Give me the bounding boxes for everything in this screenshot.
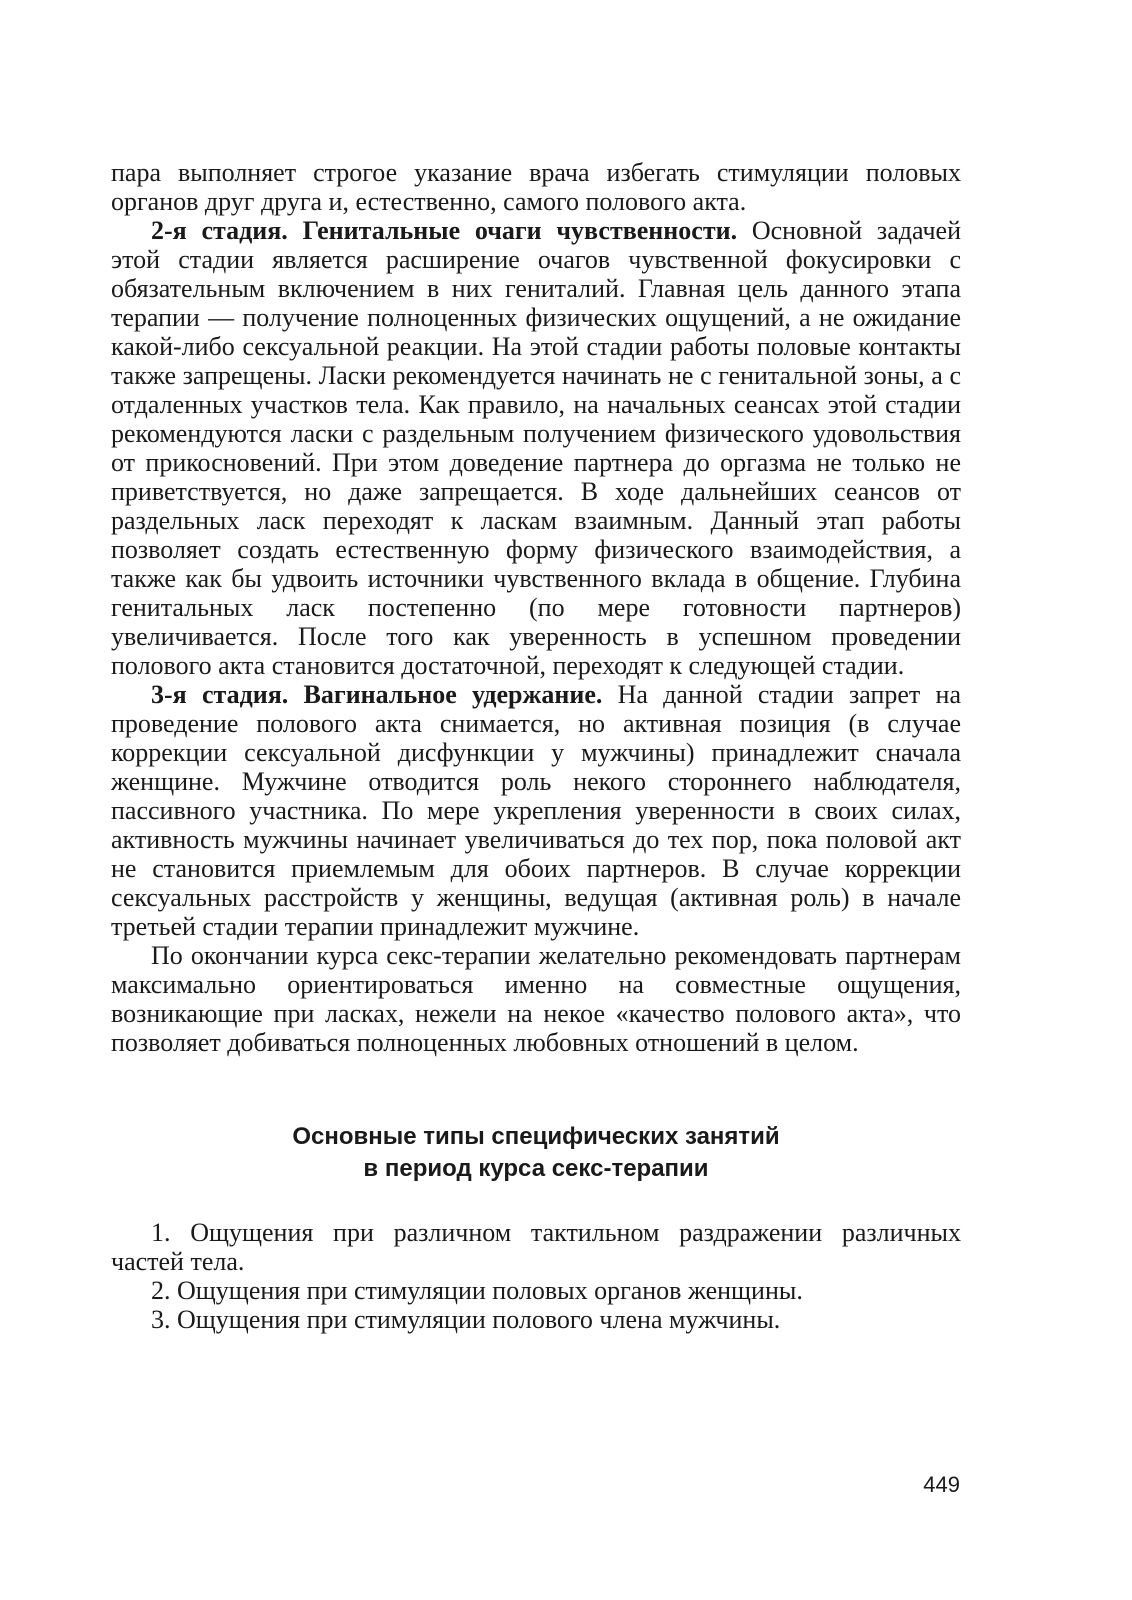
- list-item: 1. Ощущения при различном тактильном раздражении различных частей тела.: [111, 1218, 961, 1276]
- stage2-paragraph: [111, 216, 961, 680]
- page-content: [111, 158, 961, 1334]
- continuation-paragraph: пара выполняет строгое указание врача избегать стимуляции половых органов друг друга и, естественно, самого полового акта.: [111, 158, 961, 216]
- conclusion-paragraph: По окончании курса секс-терапии желательно рекомендовать партнерам максимально ориентироваться именно на совместные ощущения, возникающие при ласках, нежели на некое «качество полового акта», что позволяет добиваться полноценных любовных отношений в целом.: [111, 941, 961, 1057]
- stage3-paragraph: [111, 680, 961, 941]
- section-heading-line-2: в период курса секс-терапии: [363, 1155, 709, 1182]
- stage3-text: На данной стадии запрет на проведение полового акта снимается, но активная позиция (в случае коррекции сексуальной дисфункции у мужчины) принадлежит сначала женщине. Мужчине отводится роль некого стороннего наблюдателя, пассивного участника. По мере укрепления уверенности в своих силах, активность мужчины начинает увеличиваться до тех пор, пока половой акт не становится приемлемым для обоих партнеров. В случае коррекции сексуальных расстройств у женщины, ведущая (активная роль) в начале третьей стадии терапии принадлежит мужчине.: [111, 680, 961, 941]
- list-item: 3. Ощущения при стимуляции полового члена мужчины.: [151, 1305, 781, 1334]
- stage2-text: Основной задачей этой стадии является расширение очагов чувственной фокусировки с обязательным включением в них гениталий. Главная цель данного этапа терапии — получение полноценных физических ощущений, а не ожидание какой-либо сексуальной реакции. На этой стадии работы половые контакты также запрещены. Ласки рекомендуется начинать не с генитальной зоны, а с отдаленных участков тела. Как правило, на начальных сеансах этой стадии рекомендуются ласки с раздельным получением физического удовольствия от прикосновений. При этом доведение партнера до оргазма не только не приветствуется, но даже запрещается. В ходе дальнейших сеансов от раздельных ласк переходят к ласкам взаимным. Данный этап работы позволяет создать естественную форму физического взаимодействия, а также как бы удвоить источники чувственного вклада в общение. Глубина генитальных ласк постепенно (по мере готовности партнеров) увеличивается. После того как уверенность в успешном проведении полового акта становится достаточной, переходят к следующей стадии.: [111, 216, 962, 680]
- activity-list: [111, 1218, 961, 1334]
- section-heading-line-1: Основные типы специфических занятий: [292, 1123, 780, 1150]
- stage2-title: 2-я стадия. Генитальные очаги чувственности.: [151, 216, 738, 245]
- list-item: 2. Ощущения при стимуляции половых органов женщины.: [151, 1276, 803, 1305]
- page-number: 449: [923, 1472, 960, 1497]
- stage3-title: 3-я стадия. Вагинальное удержание.: [151, 680, 603, 709]
- section-heading: [111, 1121, 961, 1185]
